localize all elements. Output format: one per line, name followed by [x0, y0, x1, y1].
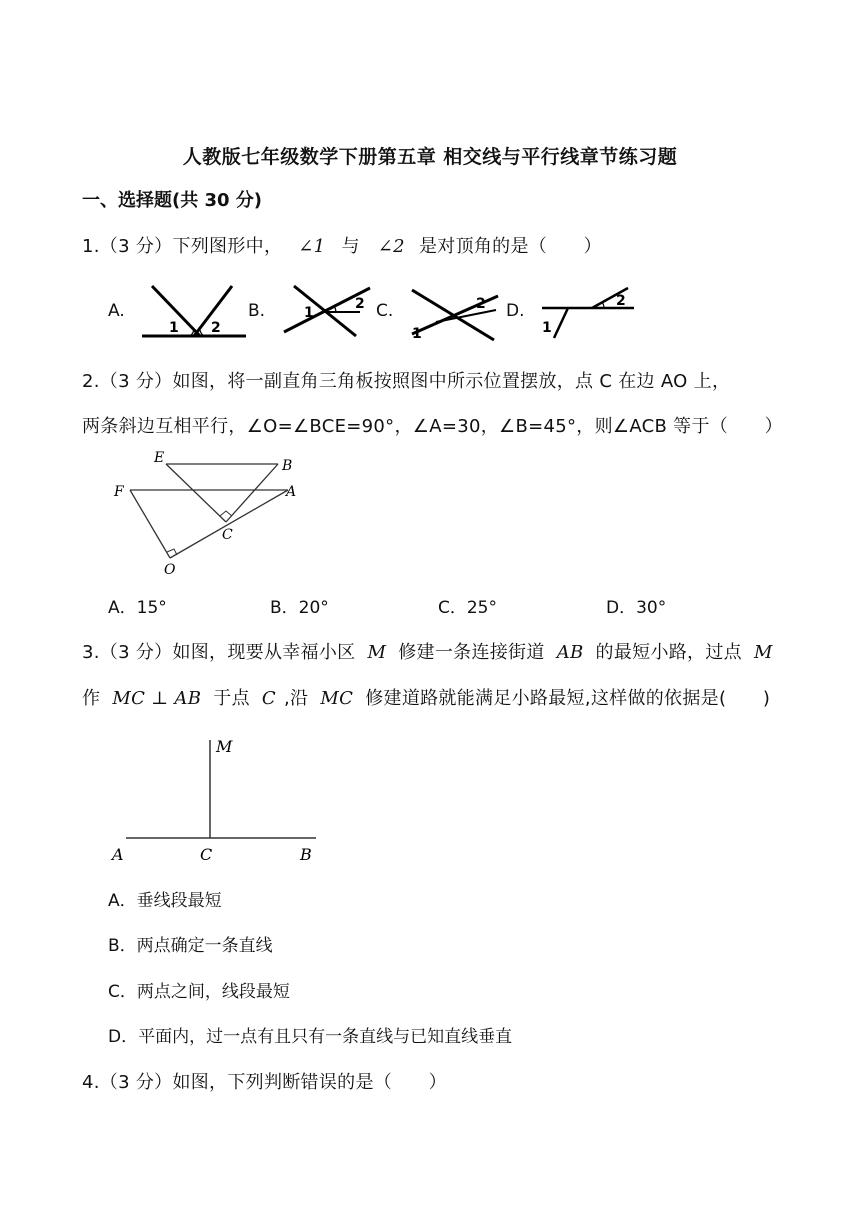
question-4-stem: 4.（3 分）如图，下列判断错误的是（ ） — [82, 1072, 447, 1093]
q1-figure-a — [138, 282, 250, 344]
q2-label-c: C — [222, 527, 233, 543]
q3-l1-ab: AB — [556, 642, 584, 663]
q1-angle1: ∠1 — [298, 236, 326, 257]
q2-label-b: B — [282, 458, 293, 474]
q1-option-a[interactable]: A. — [108, 301, 125, 321]
q1-figure-b — [280, 280, 376, 340]
q3-l2-mc2: MC — [320, 688, 354, 709]
q1a-label-1: 1 — [169, 320, 179, 336]
q3-label-c: C — [200, 845, 213, 864]
q1b-label-2: 2 — [355, 296, 365, 312]
q1-figure-d — [538, 286, 638, 342]
q3-l1-a: 3.（3 分）如图，现要从幸福小区 — [82, 642, 356, 663]
question-2-line1: 2.（3 分）如图，将一副直角三角板按照图中所示位置摆放，点 C 在边 AO 上， — [82, 371, 731, 392]
q1d-label-2: 2 — [616, 293, 626, 309]
q1-prefix: 1.（3 分）下列图形中， — [82, 236, 283, 257]
q3-l1-m2: M — [753, 642, 773, 663]
q1-suffix: 是对顶角的是（ ） — [418, 236, 602, 257]
q3-l1-m: M — [367, 642, 387, 663]
q1-figure-c — [406, 282, 502, 344]
q3-l1-c: 的最短小路，过点 — [595, 642, 742, 663]
q1-option-c[interactable]: C. — [376, 301, 394, 321]
q3-label-m: M — [216, 737, 233, 756]
q3-l2-d: 修建道路就能满足小路最短,这样做的依据是( ) — [365, 688, 771, 709]
section-heading: 一、选择题(共 30 分) — [82, 190, 263, 211]
q3-l1-b: 修建一条连接街道 — [398, 642, 545, 663]
q1a-label-2: 2 — [211, 320, 221, 336]
q3-option-d[interactable]: D．平面内，过一点有且只有一条直线与已知直线垂直 — [108, 1027, 513, 1047]
q3-l2-a: 作 — [82, 688, 101, 709]
q3-option-b[interactable]: B．两点确定一条直线 — [108, 936, 273, 956]
q1d-label-1: 1 — [542, 320, 552, 336]
q3-option-c[interactable]: C．两点之间，线段最短 — [108, 982, 290, 1002]
q3-l2-c-point: C — [261, 688, 276, 709]
q3-figure — [108, 734, 328, 868]
q2-label-f: F — [114, 484, 124, 500]
q3-l2-c: ,沿 — [284, 688, 309, 709]
question-3-line1 — [82, 638, 773, 664]
q2-figure — [110, 448, 310, 578]
q2-label-o: O — [164, 562, 176, 578]
q1b-label-1: 1 — [304, 305, 314, 321]
q1c-label-1: 1 — [412, 326, 422, 342]
q1c-label-2: 2 — [476, 296, 486, 312]
q3-label-b: B — [300, 845, 312, 864]
page-title: 人教版七年级数学下册第五章 相交线与平行线章节练习题 — [182, 146, 678, 168]
q2-option-c[interactable]: C．25° — [438, 598, 498, 618]
q2-label-a: A — [286, 484, 297, 500]
q3-label-a: A — [112, 845, 124, 864]
q3-l2-mc: MC ⊥ AB — [112, 688, 202, 709]
q2-option-d[interactable]: D．30° — [606, 598, 667, 618]
q2-label-e: E — [154, 450, 165, 466]
q1-option-b[interactable]: B. — [248, 301, 266, 321]
q1-angle2: ∠2 — [377, 236, 405, 257]
q2-option-a[interactable]: A．15° — [108, 598, 167, 618]
question-3-line2 — [82, 684, 770, 710]
q3-option-a[interactable]: A．垂线段最短 — [108, 891, 222, 911]
question-2-line2: 两条斜边互相平行，∠O=∠BCE=90°，∠A=30，∠B=45°，则∠ACB 等于（ ） — [82, 416, 783, 437]
q2-option-b[interactable]: B．20° — [270, 598, 329, 618]
q1-mid: 与 — [341, 236, 360, 257]
q3-l2-b: 于点 — [213, 688, 250, 709]
question-1-stem — [82, 232, 602, 258]
q1-option-d[interactable]: D. — [506, 301, 525, 321]
